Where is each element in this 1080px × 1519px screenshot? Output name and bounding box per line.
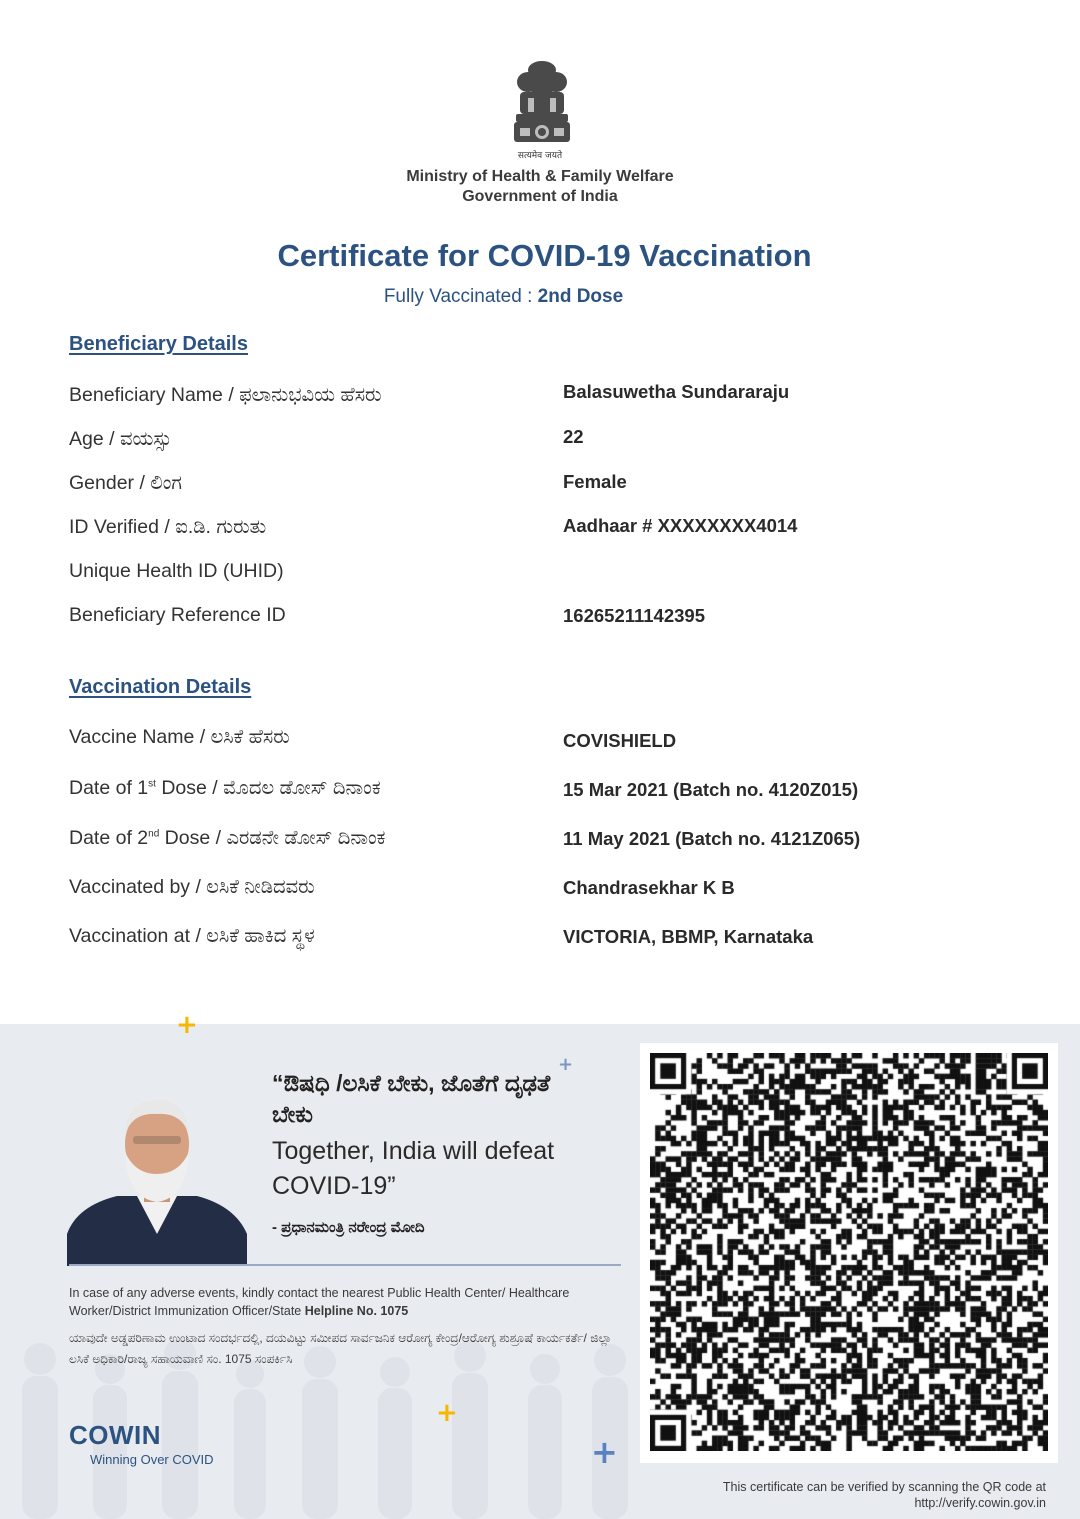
first-dose-label-text: Date of 1 xyxy=(69,777,149,799)
second-dose-date-value: 11 May 2021 (Batch no. 4121Z065) xyxy=(563,828,861,849)
vaccination-at-value: VICTORIA, BBMP, Karnataka xyxy=(563,926,814,947)
beneficiary-details-heading: Beneficiary Details xyxy=(69,333,248,355)
status-dose: 2nd Dose xyxy=(537,286,624,307)
helpline-number: Helpline No. 1075 xyxy=(304,1304,409,1318)
vaccination-details-heading: Vaccination Details xyxy=(69,676,252,698)
cowin-logo xyxy=(69,1420,161,1451)
second-dose-label-text: Date of 2 xyxy=(69,827,149,849)
motto-text: सत्यमेव जयते xyxy=(517,151,563,161)
beneficiary-name-value: Balasuwetha Sundararaju xyxy=(563,381,790,402)
quote-kannada: “ಔಷಧಿ /ಲಸಿಕೆ ಬೇಕು, ಜೊತೆಗೆ ದೃಢತೆ ಬೇಕು xyxy=(272,1070,551,1127)
plus-decoration-icon: + xyxy=(436,1398,458,1428)
quote-attribution: - ಪ್ರಧಾನಮಂತ್ರಿ ನರೇಂದ್ರ ಮೋದಿ xyxy=(272,1219,425,1236)
ministry-name: Ministry of Health & Family Welfare xyxy=(406,168,674,185)
footer-divider xyxy=(69,1264,621,1266)
reference-id-value: 16265211142395 xyxy=(563,605,706,626)
national-emblem-icon xyxy=(506,58,578,160)
age-label: Age / ವಯಸ್ಸು xyxy=(69,428,172,450)
quote-english: Together, India will defeat COVID-19” xyxy=(272,1137,555,1200)
helpline-english xyxy=(69,1284,629,1320)
beneficiary-name-label: Beneficiary Name / ಫಲಾನುಭವಿಯ ಹೆಸರು xyxy=(69,384,382,406)
helpline-text: In case of any adverse events, kindly contact the nearest Public Health Center/ Healthcare Worker/District Immunization Officer/State xyxy=(69,1286,570,1318)
cowin-tagline: Winning Over COVID xyxy=(90,1452,214,1467)
vaccinated-by-value: Chandrasekhar K B xyxy=(563,877,735,898)
verification-note xyxy=(723,1479,1046,1511)
vaccine-name-value: COVISHIELD xyxy=(563,730,677,751)
second-dose-date-label xyxy=(69,827,385,850)
prime-minister-portrait xyxy=(67,1094,247,1266)
vaccination-status xyxy=(0,286,1007,308)
verification-text: This certificate can be verified by scanning the QR code at xyxy=(722,1480,1046,1494)
uhid-label: Unique Health ID (UHID) xyxy=(69,560,284,582)
government-name: Government of India xyxy=(462,188,618,205)
reference-id-label: Beneficiary Reference ID xyxy=(69,604,286,626)
status-prefix: Fully Vaccinated : xyxy=(383,286,538,307)
verification-qr-code xyxy=(650,1053,1048,1451)
vaccination-at-label: Vaccination at / ಲಸಿಕೆ ಹಾಕಿದ ಸ್ಥಳ xyxy=(69,925,315,947)
id-verified-label: ID Verified / ಐ.ಡಿ. ಗುರುತು xyxy=(69,516,267,538)
plus-decoration-icon: + xyxy=(176,1010,198,1040)
vaccine-name-label: Vaccine Name / ಲಸಿಕೆ ಹೆಸರು xyxy=(69,726,290,748)
certificate-title: Certificate for COVID-19 Vaccination xyxy=(277,238,812,273)
cowin-logo-co: CO xyxy=(69,1420,109,1450)
plus-decoration-icon: + xyxy=(558,1054,574,1075)
verification-url: http://verify.cowin.gov.in xyxy=(914,1496,1046,1510)
gender-label: Gender / ಲಿಂಗ xyxy=(69,472,182,494)
first-dose-label-sup: st xyxy=(148,778,156,790)
first-dose-date-label xyxy=(69,777,381,800)
second-dose-label-sup: nd xyxy=(148,828,160,840)
plus-decoration-icon: + xyxy=(591,1433,618,1471)
first-dose-label-kannada: Dose / ಮೊದಲ ಡೋಸ್ ದಿನಾಂಕ xyxy=(155,777,381,799)
cowin-logo-win: WIN xyxy=(109,1420,162,1450)
vaccinated-by-label: Vaccinated by / ಲಸಿಕೆ ನೀಡಿದವರು xyxy=(69,876,315,898)
gender-value: Female xyxy=(563,471,627,492)
second-dose-label-kannada: Dose / ಎರಡನೇ ಡೋಸ್ ದಿನಾಂಕ xyxy=(159,827,386,849)
first-dose-date-value: 15 Mar 2021 (Batch no. 4120Z015) xyxy=(563,779,859,800)
age-value: 22 xyxy=(563,426,584,447)
helpline-kannada: ಯಾವುದೇ ಅಡ್ಡಪರಿಣಾಮ ಉಂಟಾದ ಸಂದರ್ಭದಲ್ಲಿ, ದಯವಿಟ್ಟು ಸಮೀಪದ ಸಾರ್ವಜನಿಕ ಆರೋಗ್ಯ ಕೇಂದ್ರ/ಆರೋಗ್ಯ ಶುಶ್ರೂಷೆ ಕಾರ್ಯಕರ್ತೆ/ ಜಿಲ್ಲಾ ಲಸಿಕೆ ಅಧಿಕಾರಿ/ರಾಜ್ಯ ಸಹಾಯವಾಣಿ ಸಂ. 1075 ಸಂಪರ್ಕಿಸಿ xyxy=(69,1331,612,1366)
id-verified-value: Aadhaar # XXXXXXXX4014 xyxy=(563,515,798,536)
